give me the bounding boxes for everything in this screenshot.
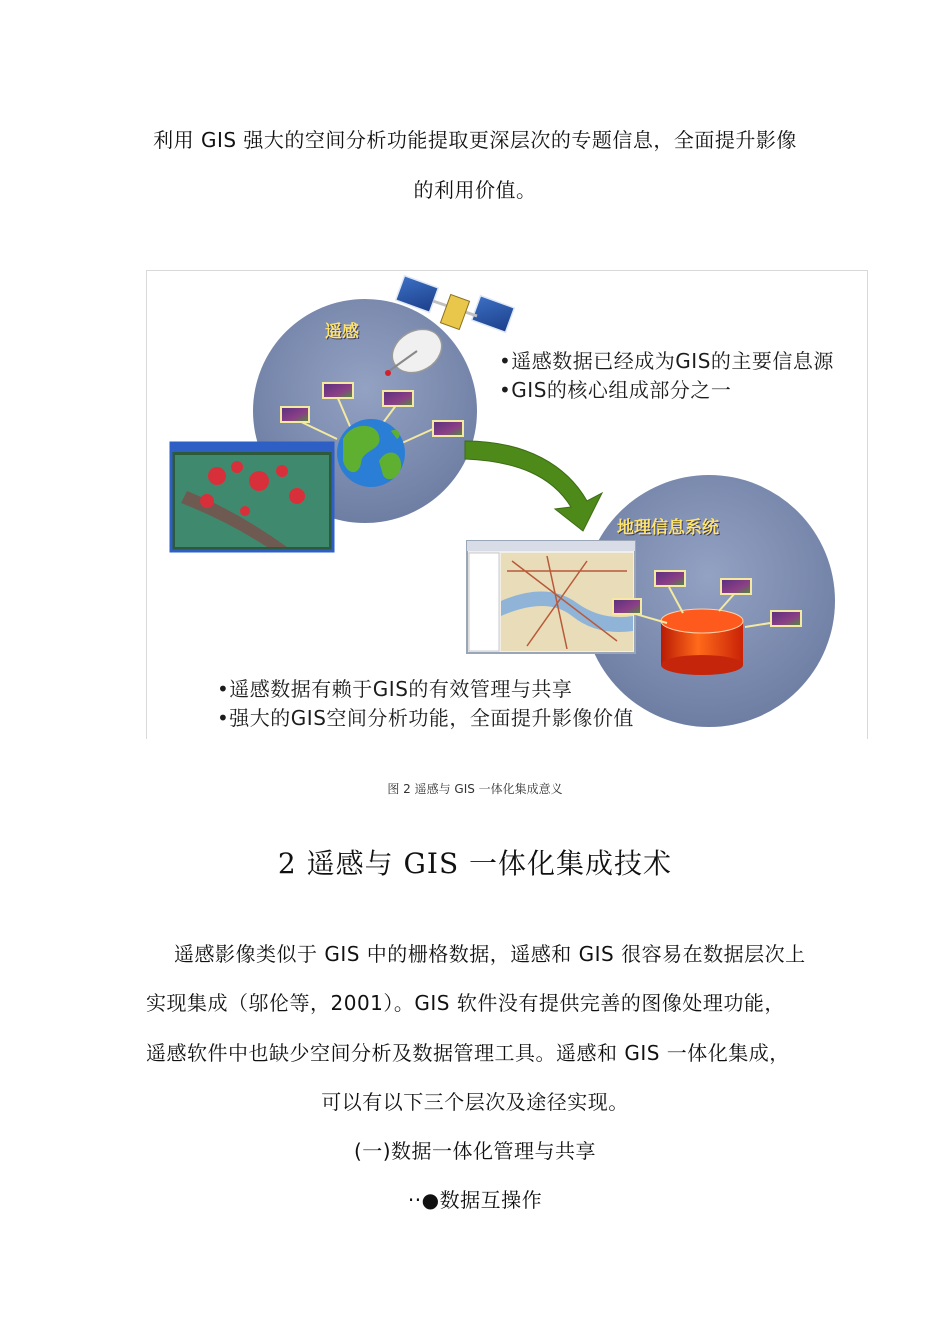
section-heading: 2 遥感与 GIS 一体化集成技术 bbox=[277, 847, 673, 880]
body-line-2: 实现集成（邬伦等，2001）。GIS 软件没有提供完善的图像处理功能， bbox=[146, 991, 785, 1015]
gis-circle-label: 地理信息系统 bbox=[617, 518, 719, 538]
body-line-3: 遥感软件中也缺少空间分析及数据管理工具。遥感和 GIS 一体化集成， bbox=[146, 1041, 790, 1065]
body-line-1: 遥感影像类似于 GIS 中的栅格数据，遥感和 GIS 很容易在数据层次上 bbox=[174, 942, 806, 966]
rs-circle-label: 遥感 bbox=[325, 322, 359, 342]
integration-arrow bbox=[465, 441, 602, 531]
figure-bullet-bottom-1: •遥感数据有赖于GIS的有效管理与共享 bbox=[217, 677, 573, 701]
bullet-data-interoperation: ··●数据互操作 bbox=[407, 1188, 543, 1212]
figure-bullet-bottom-2: •强大的GIS空间分析功能，全面提升影像价值 bbox=[217, 706, 634, 730]
subheading-data-integration: (一)数据一体化管理与共享 bbox=[353, 1139, 597, 1163]
intro-line-2: 的利用价值。 bbox=[413, 178, 537, 202]
figure-caption: 图 2 遥感与 GIS 一体化集成意义 bbox=[387, 782, 563, 796]
figure-rs-gis-integration bbox=[146, 270, 868, 739]
satellite-image-window bbox=[171, 443, 333, 551]
figure-bullet-top-2: •GIS的核心组成部分之一 bbox=[499, 378, 732, 402]
database-cylinder-icon bbox=[661, 609, 743, 675]
intro-line-1: 利用 GIS 强大的空间分析功能提取更深层次的专题信息，全面提升影像 bbox=[153, 128, 797, 152]
figure-bullet-top-1: •遥感数据已经成为GIS的主要信息源 bbox=[499, 349, 834, 373]
globe-icon bbox=[337, 419, 405, 487]
body-line-4: 可以有以下三个层次及途径实现。 bbox=[321, 1090, 629, 1114]
gis-map-window bbox=[467, 541, 635, 653]
figure-diagram bbox=[147, 271, 867, 739]
